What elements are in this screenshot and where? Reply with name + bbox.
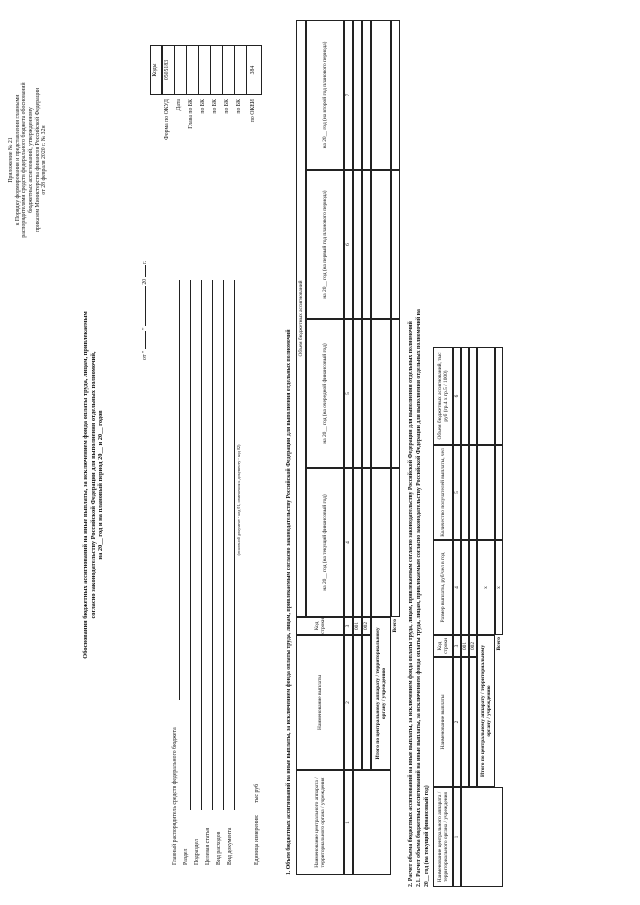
- section2-sub1: 2.1. Расчет объема бюджетных ассигнований на иные выплаты, за исключением фонда оплаты труда, лицам, привлекаемым согласно законодательству Российской Федерации для выполнения отдельных полномочий на: [416, 309, 422, 887]
- s1-head-col4: на 20__ год (на текущий финансовый год): [306, 468, 344, 617]
- s1-num: 1: [344, 770, 353, 875]
- codes-column: [162, 45, 262, 95]
- s2-head-col6: Объем бюджетных ассигнований, тыс руб (гр.4 х гр.5 / 1000): [433, 347, 453, 445]
- s1-total: Всего: [392, 619, 399, 633]
- field-label: Вид документа: [227, 827, 233, 865]
- s1-total-org: Итого по центральному аппарату / территориальному органу / учреждению: [371, 617, 391, 770]
- field-label: Целевая статья: [205, 827, 211, 865]
- s2-payment-cell: [461, 657, 469, 787]
- date-line: [142, 180, 149, 360]
- s2-value-cell: [461, 347, 469, 445]
- s1-value-cell: [362, 468, 371, 617]
- bk-label: по БК: [224, 99, 230, 114]
- okud-value: 0505183: [164, 59, 170, 81]
- s2-num: 5: [453, 445, 461, 540]
- title-line: Обоснования бюджетных ассигнований на иные выплаты, за исключением фонда оплаты труда, лицам, привлекаемым: [82, 311, 89, 659]
- s1-head-col7: на 20__ год (на второй год планового периода): [306, 20, 344, 170]
- okei-label: по ОКЕИ: [250, 99, 256, 123]
- s1-value-cell: [371, 20, 391, 170]
- title-line: согласно законодательству Российской Федерации для выполнения отдельных полномочий,: [89, 351, 97, 619]
- field-label: Раздел: [183, 848, 189, 865]
- s2-value-cell: [469, 347, 477, 445]
- s1-org-cell: [353, 770, 391, 875]
- s1-value-cell: [362, 20, 371, 170]
- appendix-block: [8, 15, 48, 305]
- s1-code: 001: [353, 617, 362, 635]
- s2-payment-cell: [469, 657, 477, 787]
- s1-value-cell: [362, 319, 371, 468]
- s1-code: 002: [362, 617, 371, 635]
- date-year: 20: [142, 278, 148, 285]
- s1-payment-cell: [362, 635, 371, 770]
- s1-head-col6: на 20__ год (на первый год планового периода): [306, 170, 344, 319]
- appendix-line: от 28 февраля 2020 г. № 32н: [41, 125, 48, 195]
- s2-value-cell: [461, 540, 469, 635]
- s2-total-cell: [495, 445, 503, 540]
- field-label: Подраздел: [194, 839, 200, 865]
- field-label: Вид расходов: [216, 831, 222, 865]
- s1-num: 4: [344, 468, 353, 617]
- s1-head-col3: Код строки: [296, 617, 344, 635]
- date-label: Дата: [176, 99, 182, 111]
- s1-value-cell: [353, 319, 362, 468]
- section2-table: [433, 347, 553, 887]
- date-suffix: г.: [142, 260, 148, 264]
- section1-heading: 1. Объем бюджетных ассигнований на иные выплаты, за исключением фонда оплаты труда, лицам, привлекаемым согласно законодательству Российской Федерации для выполнения отдельных полномочий: [286, 329, 292, 875]
- section2-sub2: 20__ год (на текущий финансовый год): [424, 785, 430, 887]
- date-prefix: от ": [142, 350, 148, 360]
- s2-org-cell: [461, 787, 503, 887]
- unit-label: Единица измерения:: [254, 814, 260, 865]
- glava-label: Глава по БК: [188, 99, 194, 129]
- bk-label: по БК: [212, 99, 218, 114]
- s1-num: 3: [344, 617, 353, 635]
- s1-head-col1: Наименование центрального аппарата / территориального органа / учреждения: [296, 770, 344, 875]
- title-line: на 20__ год и на плановый период 20__ и 20__ годов: [97, 410, 105, 560]
- header-fields: [172, 175, 282, 865]
- appendix-line: Приложение № 21: [8, 137, 14, 183]
- s1-total-cell: [391, 20, 400, 170]
- s1-value-cell: [353, 20, 362, 170]
- s2-x-cell: x: [477, 540, 495, 635]
- s1-num: 7: [344, 20, 353, 170]
- s2-num: 1: [453, 787, 461, 887]
- s2-value-cell: [469, 445, 477, 540]
- date-mid: ": [142, 327, 148, 330]
- s1-value-cell: [362, 170, 371, 319]
- codes-block: [150, 45, 265, 165]
- appendix-line: к Порядку формирования и представления главными: [14, 94, 21, 226]
- s1-num: 2: [344, 635, 353, 770]
- s1-value-cell: [371, 468, 391, 617]
- s2-total-org: Итого по центральному аппарату / территориальному органу / учреждению: [477, 635, 495, 787]
- document-title: [82, 125, 105, 845]
- s2-total: Всего: [495, 637, 502, 651]
- s2-head-col3: Код строки: [433, 635, 453, 657]
- s2-head-col2: Наименование выплаты: [433, 657, 453, 787]
- s1-num: 6: [344, 170, 353, 319]
- s1-head-col2: Наименование выплаты: [296, 635, 344, 770]
- s2-num: 6: [453, 347, 461, 445]
- section1-table: [296, 20, 416, 875]
- s2-head-col5: Количество получателей выплаты, чел: [433, 445, 453, 540]
- s1-value-cell: [353, 468, 362, 617]
- s1-total-cell: [391, 468, 400, 617]
- s1-head-col5: на 20__ год (на очередной финансовый год): [306, 319, 344, 468]
- section2-heading: 2. Расчет объема бюджетных ассигнований на иные выплаты, за исключением фонда оплаты труда, лицам, привлекаемым согласно законодательству Российской Федерации для выполнения отдельных полномочий: [408, 321, 414, 887]
- s2-code: 002: [469, 635, 477, 657]
- s1-num: 5: [344, 319, 353, 468]
- s2-x-cell: x: [495, 540, 503, 635]
- bk-label: по БК: [200, 99, 206, 114]
- appendix-line: распорядителями средств федерального бюджета обоснований: [21, 82, 28, 238]
- s2-num: 3: [453, 635, 461, 657]
- s2-num: 2: [453, 657, 461, 787]
- s2-code: 001: [461, 635, 469, 657]
- s1-value-cell: [371, 170, 391, 319]
- s2-head-col1: Наименование центрального аппарата / территориального органа / учреждения: [433, 787, 453, 887]
- s2-head-col4: Размер выплаты, руб/чел в год: [433, 540, 453, 635]
- okei-value: 384: [250, 65, 256, 75]
- doc-hint: (основной документ - код 01, изменения к документу - код 02): [236, 444, 241, 556]
- s2-total-cell: [495, 347, 503, 445]
- s1-total-cell: [391, 170, 400, 319]
- s1-total-cell: [391, 319, 400, 468]
- appendix-line: бюджетных ассигнований, утвержденному: [27, 107, 34, 213]
- s2-num: 4: [453, 540, 461, 635]
- s1-value-cell: [353, 170, 362, 319]
- s2-value-cell: [477, 445, 495, 540]
- s2-value-cell: [461, 445, 469, 540]
- s2-value-cell: [469, 540, 477, 635]
- s1-value-cell: [371, 319, 391, 468]
- field-label: Главный распорядитель средств федерального бюджета: [172, 727, 178, 865]
- codes-header: Коды: [152, 63, 158, 77]
- s1-payment-cell: [353, 635, 362, 770]
- unit-value: тыс руб: [254, 783, 260, 803]
- bk-label: по БК: [236, 99, 242, 114]
- s2-value-cell: [477, 347, 495, 445]
- okud-label: Форма по ОКУД: [164, 99, 170, 140]
- appendix-line: приказом Министерства финансов Российской Федерации: [34, 87, 41, 233]
- s1-head-group: Объем бюджетных ассигнований: [296, 20, 306, 617]
